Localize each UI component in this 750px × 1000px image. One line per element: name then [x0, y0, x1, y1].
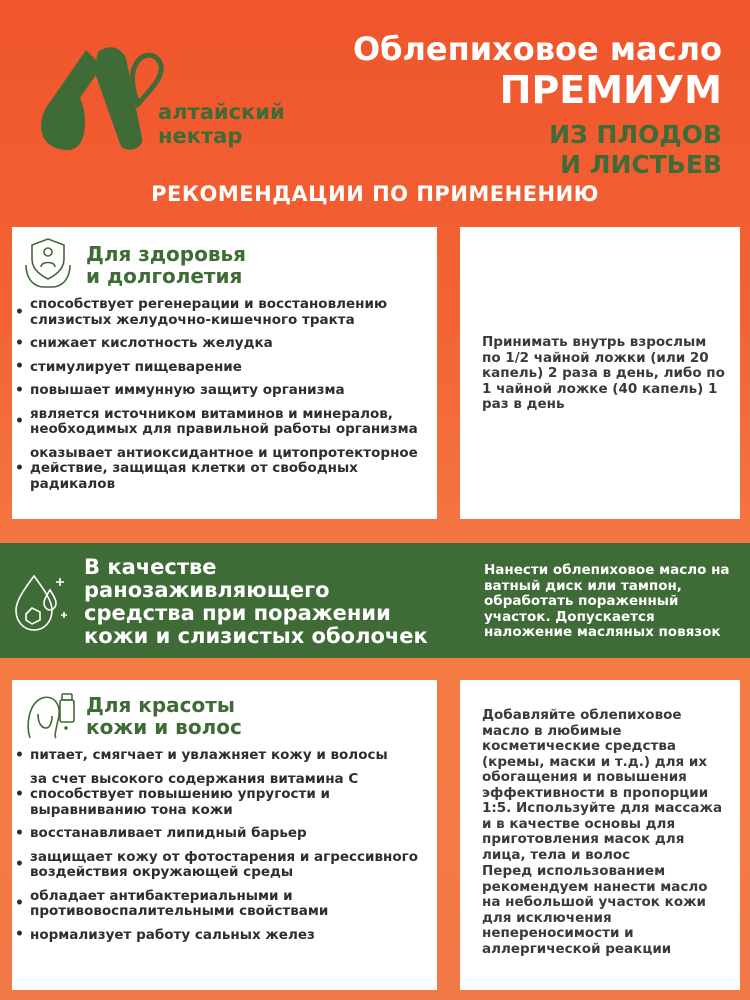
list-item: • защищает кожу от фотостарения и агрессивного воздействия окружающей среды	[12, 850, 427, 881]
beauty-card	[12, 680, 437, 990]
list-item: • является источником витаминов и минералов, необходимых для правильной работы организма	[12, 407, 427, 438]
brand-logo-icon	[28, 40, 178, 155]
list-item: • нормализует работу сальных желез	[12, 928, 427, 944]
product-title-line1: Облепиховое масло	[352, 30, 722, 68]
list-item: • повышает иммунную защиту организма	[12, 383, 427, 399]
list-item: • способствует регенерации и восстановлению слизистых желудочно-кишечного тракта	[12, 297, 427, 328]
list-item: • обладает антибактериальными и противовоспалительными свойствами	[12, 889, 427, 920]
beauty-warning-text: Перед использованием рекомендуем нанести масло на небольшой участок кожи для исключения непереносимости и аллергической реакции	[482, 863, 708, 957]
wound-healing-usage: Нанести облепиховое масло на ватный диск или тампон, обработать пораженный участок. Допускается наложение масляных повязок	[484, 562, 730, 640]
oil-drop-icon	[12, 568, 70, 634]
health-card	[12, 227, 437, 519]
health-benefits-list	[12, 297, 427, 500]
beauty-usage-text: Добавляйте облепиховое масло в любимые косметические средства (кремы, маски и т.д.) для их обогащения и повышения эффективности в пропорции 1:5. Используйте для массажа и в качестве основы для приготовления масок для лица, тела и волос	[482, 707, 723, 863]
health-usage-text: Принимать внутрь взрослым по 1/2 чайной ложки (или 20 капель) 2 раза в день, либо по 1 чайной ложке (40 капель) 1 раз в день	[482, 334, 725, 412]
list-item: • восстанавливает липидный барьер	[12, 826, 427, 842]
recommendations-heading: РЕКОМЕНДАЦИИ ПО ПРИМЕНЕНИЮ	[151, 182, 599, 206]
product-title-premium: ПРЕМИУМ	[499, 68, 722, 112]
beauty-usage-card	[460, 680, 740, 990]
list-item: • оказывает антиоксидантное и цитопротекторное действие, защищая клетки от свободных радикалов	[12, 446, 427, 493]
beauty-title: Для красоты кожи и волос	[86, 693, 242, 739]
product-subtitle: ИЗ ПЛОДОВ И ЛИСТЬЕВ	[549, 120, 722, 179]
brand-name: алтайский нектар	[158, 100, 285, 148]
health-usage-card	[460, 227, 740, 519]
list-item: • питает, смягчает и увлажняет кожу и волосы	[12, 748, 427, 764]
list-item: • за счет высокого содержания витамина С способствует повышению упругости и выравниванию тона кожи	[12, 772, 427, 819]
product-title	[353, 30, 722, 180]
health-title: Для здоровья и долголетия	[86, 242, 246, 288]
wound-healing-title: В качестве ранозаживляющего средства при поражении кожи и слизистых оболочек	[84, 555, 428, 648]
list-item: • стимулирует пищеварение	[12, 360, 427, 376]
beauty-benefits-list	[12, 748, 427, 951]
beauty-cosmetics-icon	[22, 690, 78, 742]
list-item: • снижает кислотность желудка	[12, 336, 427, 352]
health-shield-icon	[22, 235, 74, 291]
